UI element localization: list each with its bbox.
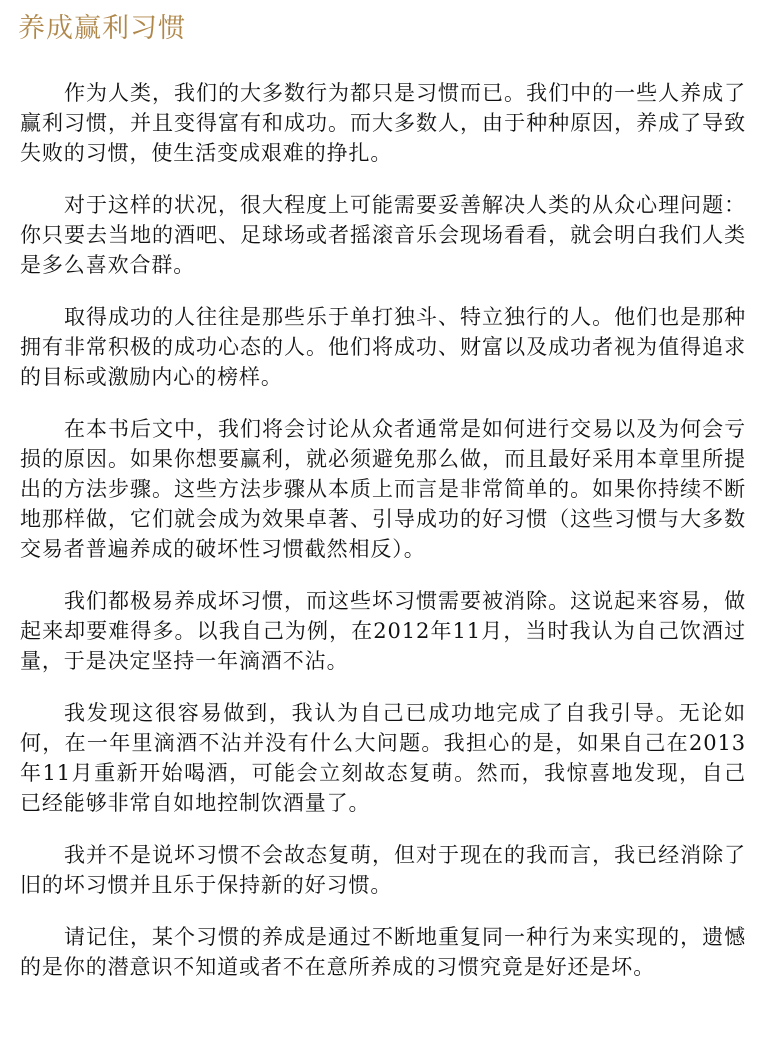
paragraph-4: 在本书后文中，我们将会讨论从众者通常是如何进行交易以及为何会亏损的原因。如果你想要赢利，就必须避免那么做，而且最好采用本章里所提出的方法步骤。这些方法步骤从本质上而言是非常简单的。如果你持续不断地那样做，它们就会成为效果卓著、引导成功的好习惯（这些习惯与大多数交易者普遍养成的破坏性习惯截然相反）。 bbox=[20, 417, 746, 561]
body-text bbox=[20, 78, 746, 1004]
paragraph-2: 对于这样的状况，很大程度上可能需要妥善解决人类的从众心理问题：你只要去当地的酒吧、足球场或者摇滚音乐会现场看看，就会明白我们人类是多么喜欢合群。 bbox=[20, 193, 746, 277]
paragraph-8: 请记住，某个习惯的养成是通过不断地重复同一种行为来实现的，遗憾的是你的潜意识不知道或者不在意所养成的习惯究竟是好还是坏。 bbox=[20, 925, 746, 979]
paragraph-5: 我们都极易养成坏习惯，而这些坏习惯需要被消除。这说起来容易，做起来却要难得多。以我自己为例，在2012年11月，当时我认为自己饮酒过量，于是决定坚持一年滴酒不沾。 bbox=[20, 589, 746, 673]
paragraph-7: 我并不是说坏习惯不会故态复萌，但对于现在的我而言，我已经消除了旧的坏习惯并且乐于保持新的好习惯。 bbox=[20, 843, 746, 897]
paragraph-3: 取得成功的人往往是那些乐于单打独斗、特立独行的人。他们也是那种拥有非常积极的成功心态的人。他们将成功、财富以及成功者视为值得追求的目标或激励内心的榜样。 bbox=[20, 305, 746, 389]
section-title: 养成赢利习惯 bbox=[18, 13, 186, 44]
paragraph-1: 作为人类，我们的大多数行为都只是习惯而已。我们中的一些人养成了赢利习惯，并且变得富有和成功。而大多数人，由于种种原因，养成了导致失败的习惯，使生活变成艰难的挣扎。 bbox=[20, 81, 746, 165]
paragraph-6: 我发现这很容易做到，我认为自己已成功地完成了自我引导。无论如何，在一年里滴酒不沾并没有什么大问题。我担心的是，如果自己在2013年11月重新开始喝酒，可能会立刻故态复萌。然而，我惊喜地发现，自己已经能够非常自如地控制饮酒量了。 bbox=[20, 701, 746, 815]
